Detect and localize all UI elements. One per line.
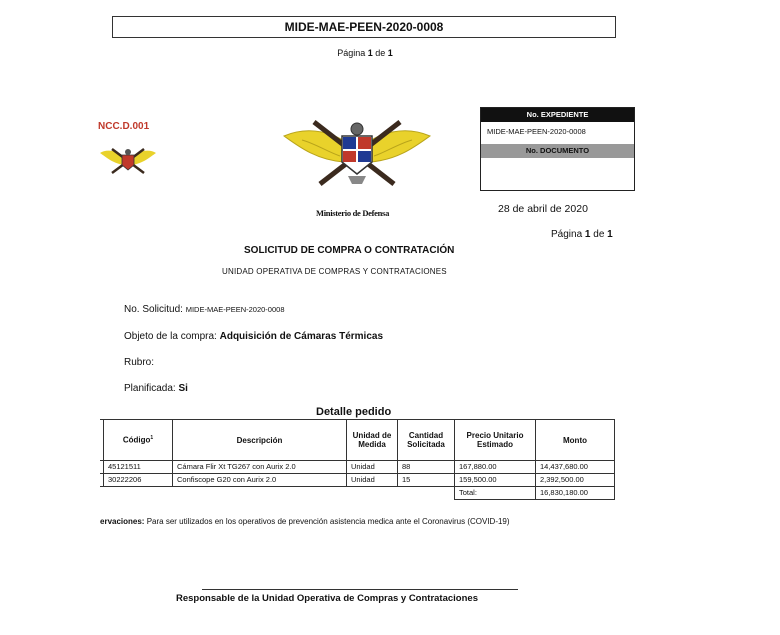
page-total: 1: [607, 229, 613, 240]
page-prefix: Página: [337, 48, 366, 58]
header-precio: Precio Unitario Estimado: [455, 420, 536, 461]
page-current: 1: [367, 48, 373, 58]
table-row: [100, 474, 615, 487]
documento-value: [481, 158, 634, 180]
cell-unidad: Unidad: [347, 474, 398, 487]
table-total-row: [100, 487, 615, 500]
ministry-name: Ministerio de Defensa: [316, 208, 390, 218]
cell-precio: 159,500.00: [455, 474, 536, 487]
cell-unidad: Unidad: [347, 461, 398, 474]
page-sep: de: [375, 48, 386, 58]
table-header-row: [100, 420, 615, 461]
small-emblem-icon: [98, 143, 158, 179]
ministry-emblem-icon: [282, 116, 432, 190]
objeto-label: Objeto de la compra:: [124, 331, 217, 342]
header-descripcion: Descripción: [173, 420, 347, 461]
total-label: Total:: [455, 487, 536, 500]
expediente-value: MIDE-MAE-PEEN-2020-0008: [487, 127, 586, 136]
rubro-label: Rubro:: [124, 357, 155, 368]
expediente-box: [480, 107, 635, 191]
expediente-label: No. EXPEDIENTE: [481, 108, 634, 122]
signature-line: [202, 589, 518, 590]
cell-cantidad: 15: [398, 474, 455, 487]
field-planificada: [124, 383, 188, 394]
cell-codigo: 30222206: [104, 474, 173, 487]
planificada-label: Planificada:: [124, 383, 176, 394]
documento-label: No. DOCUMENTO: [481, 144, 634, 158]
responsable-label: Responsable de la Unidad Operativa de Compras y Contrataciones: [176, 593, 478, 604]
field-objeto: [124, 331, 383, 342]
detalle-table: [100, 419, 615, 500]
cell-descripcion: Cámara Flir Xt TG267 con Aurix 2.0: [173, 461, 347, 474]
document-date: 28 de abril de 2020: [498, 203, 588, 215]
page-current: 1: [584, 229, 591, 240]
solicitud-value: MIDE-MAE-PEEN-2020-0008: [185, 305, 285, 314]
header-codigo-text: Código: [122, 435, 151, 445]
document-title: SOLICITUD DE COMPRA O CONTRATACIÓN: [244, 245, 455, 256]
observaciones-text: Para ser utilizados en los operativos de prevención asistencia medica ante el Coronavirus (COVID-19): [146, 517, 510, 526]
total-spacer: [100, 487, 455, 500]
cell-monto: 14,437,680.00: [536, 461, 615, 474]
cell-codigo: 45121511: [104, 461, 173, 474]
observaciones: [100, 517, 510, 526]
page-indicator: [551, 229, 613, 240]
cell-monto: 2,392,500.00: [536, 474, 615, 487]
table-row: [100, 461, 615, 474]
detalle-title: Detalle pedido: [316, 406, 392, 418]
cell-cantidad: 88: [398, 461, 455, 474]
document-code: NCC.D.001: [98, 121, 150, 132]
page-total: 1: [387, 48, 393, 58]
planificada-value: Si: [178, 383, 188, 394]
header-codigo-sup: 1: [150, 435, 154, 442]
field-solicitud: [124, 304, 285, 315]
header-unidad: Unidad de Medida: [347, 420, 398, 461]
header-cantidad: Cantidad Solicitada: [398, 420, 455, 461]
page-prefix: Página: [551, 229, 583, 240]
objeto-value: Adquisición de Cámaras Térmicas: [219, 331, 384, 342]
total-value: 16,830,180.00: [536, 487, 615, 500]
document-subtitle: UNIDAD OPERATIVA DE COMPRAS Y CONTRATACIONES: [222, 267, 447, 276]
field-rubro: [124, 357, 154, 368]
header-codigo: [104, 420, 173, 461]
cell-descripcion: Confiscope G20 con Aurix 2.0: [173, 474, 347, 487]
page-indicator-top: [0, 48, 730, 58]
header-code-box: [112, 16, 616, 38]
page-sep: de: [593, 229, 605, 240]
solicitud-label: No. Solicitud:: [124, 304, 183, 315]
cell-precio: 167,880.00: [455, 461, 536, 474]
header-monto: Monto: [536, 420, 615, 461]
observaciones-label: ervaciones:: [100, 517, 145, 526]
header-code: MIDE-MAE-PEEN-2020-0008: [284, 20, 444, 34]
